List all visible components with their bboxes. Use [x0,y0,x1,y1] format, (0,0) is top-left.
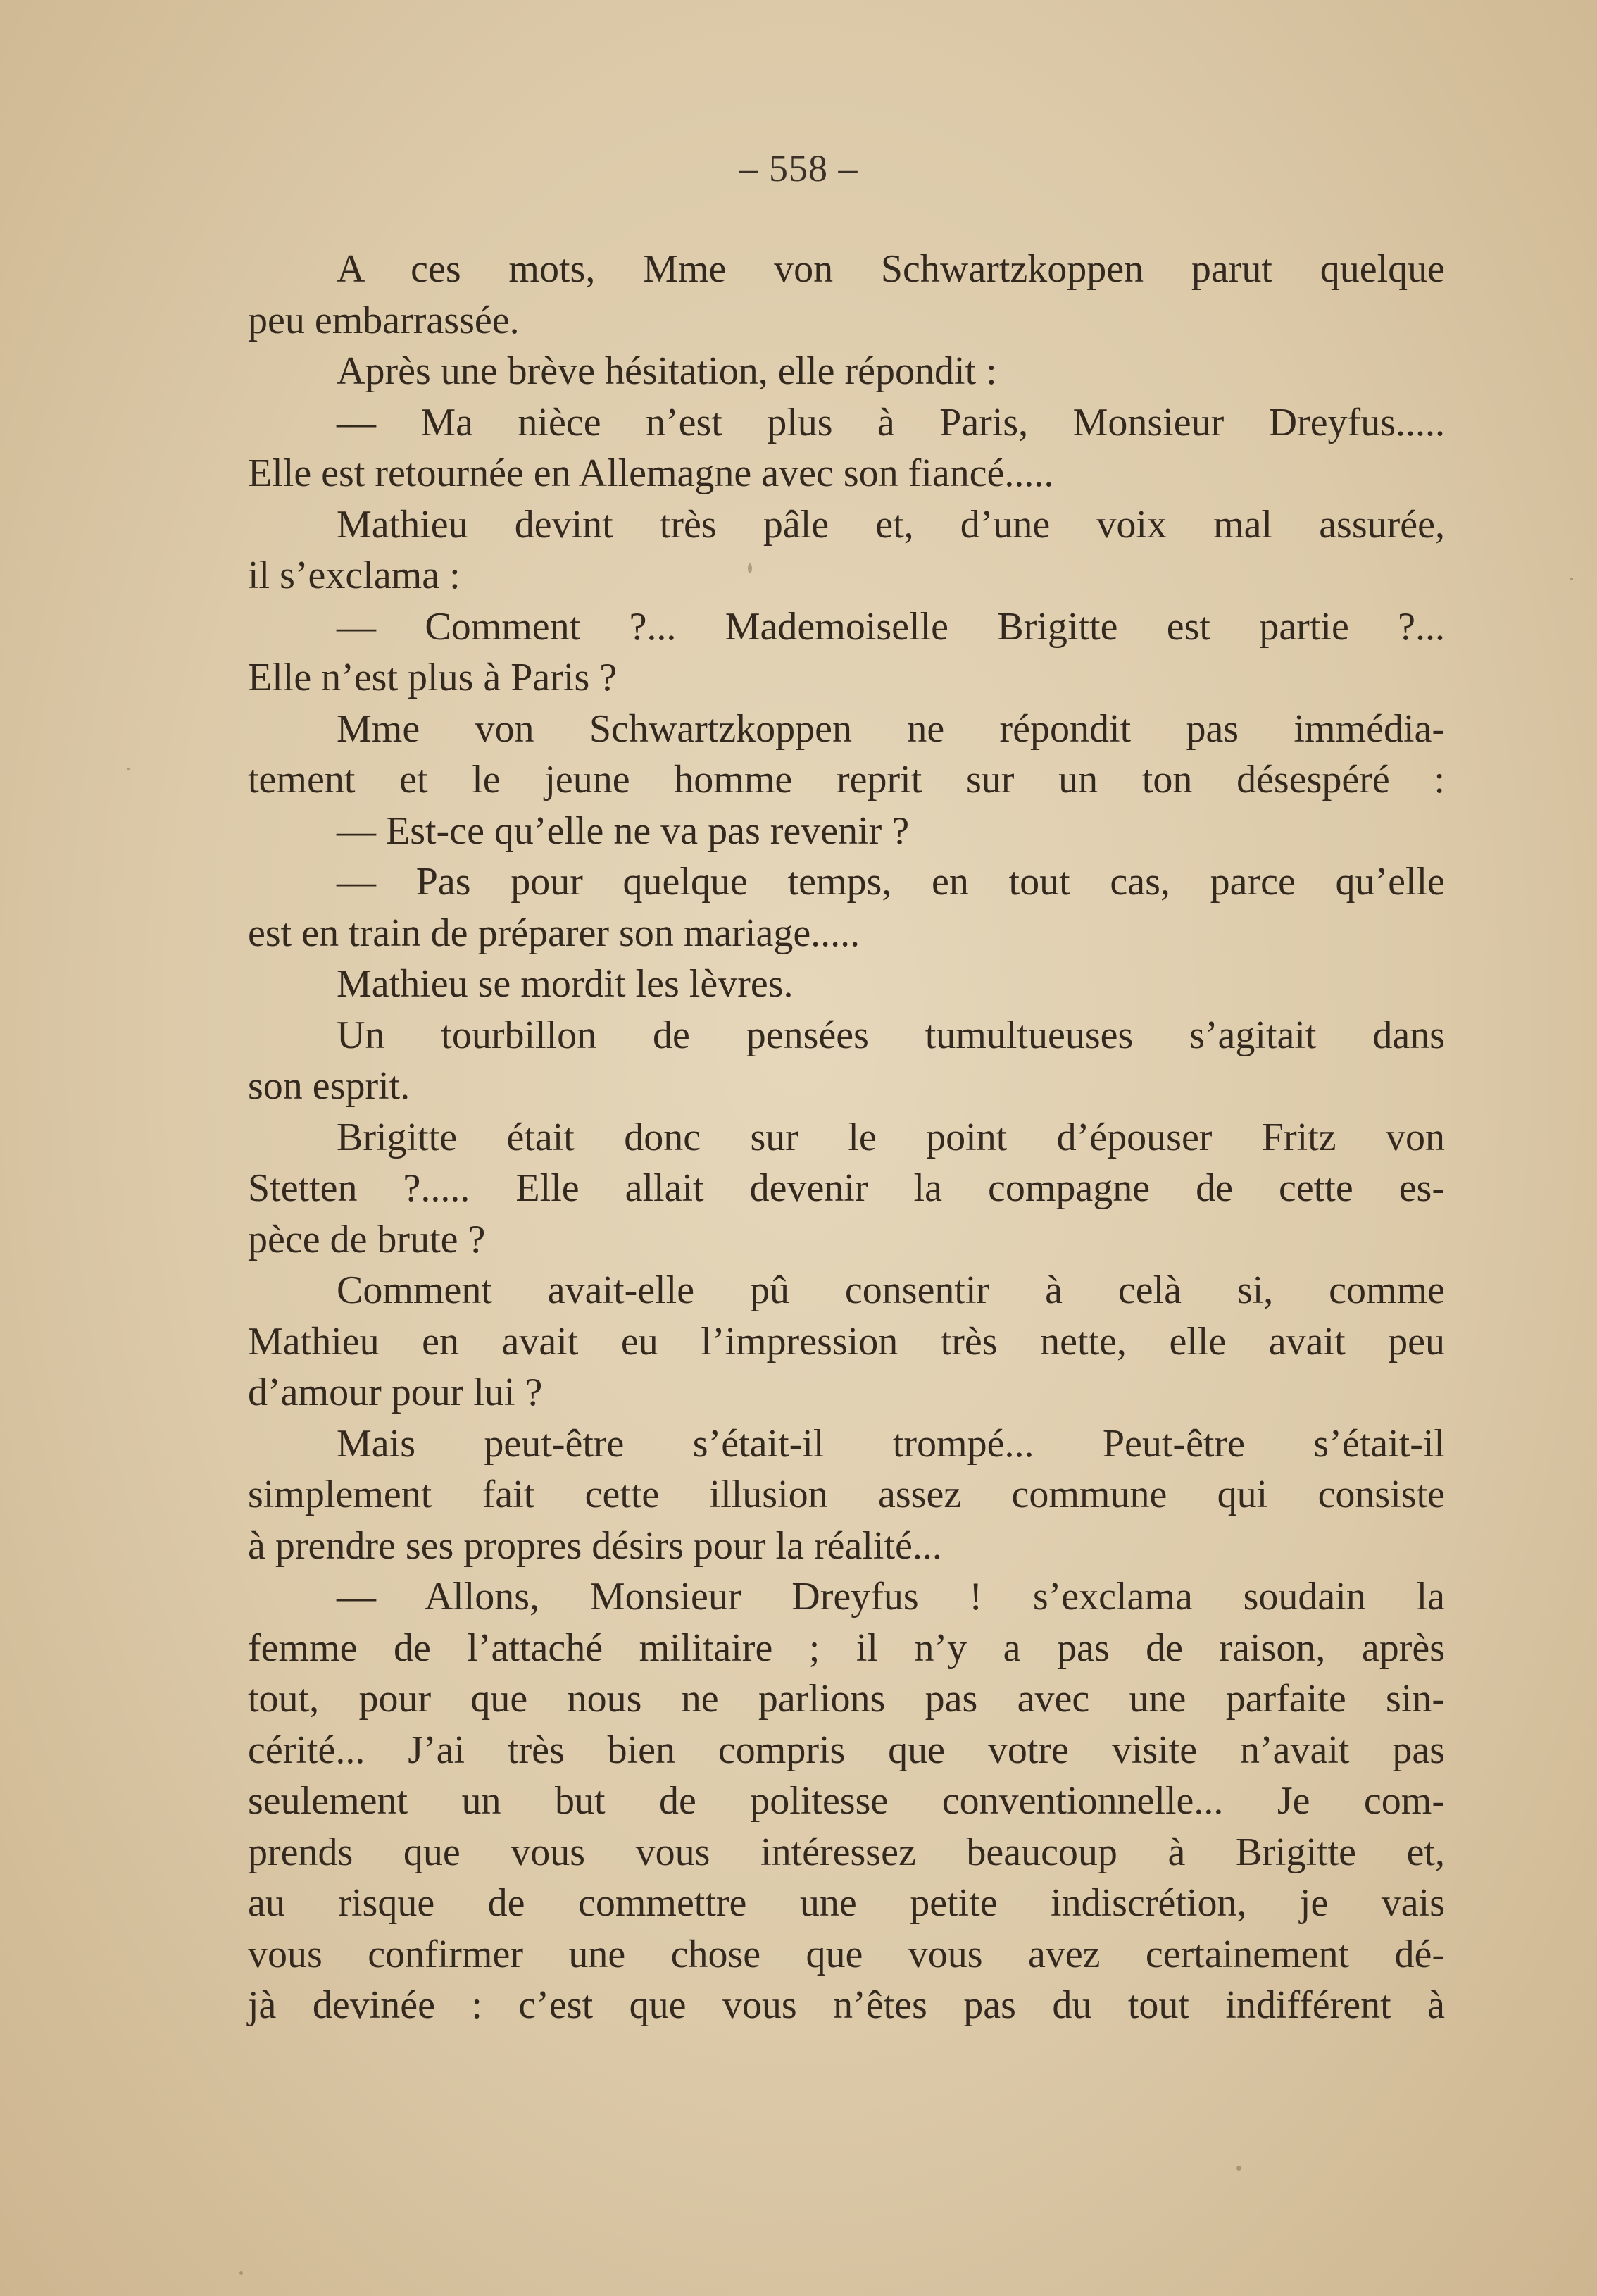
text-line: — Ma nièce n’est plus à Paris, Monsieur Dreyfus..... [337,400,1445,444]
text-line: vous confirmer une chose que vous avez certainement dé- [248,1932,1445,1976]
text-line: Un tourbillon de pensées tumultueuses s’agitait dans [337,1013,1445,1057]
page-number: – 558 – [739,147,858,189]
text-line: il s’exclama : [248,554,461,597]
text-line: A ces mots, Mme von Schwartzkoppen parut quelque [337,247,1445,291]
text-line: simplement fait cette illusion assez commune qui consiste [248,1473,1445,1516]
text-line: au risque de commettre une petite indiscrétion, je vais [248,1881,1445,1925]
text-line: seulement un but de politesse conventionnelle... Je com- [248,1779,1445,1823]
text-line: Mme von Schwartzkoppen ne répondit pas immédia- [337,706,1445,751]
text-line: d’amour pour lui ? [248,1371,543,1414]
text-line: pèce de brute ? [248,1217,486,1261]
text-line: Elle est retournée en Allemagne avec son fiancé..... [248,451,1054,495]
text-line: est en train de préparer son mariage..... [248,911,860,955]
text-line: Mathieu devint très pâle et, d’une voix mal assurée, [337,502,1445,547]
body-text [248,244,1445,2031]
text-line: Elle n’est plus à Paris ? [248,656,618,699]
text-line: Mathieu se mordit les lèvres. [337,962,794,1006]
text-line: Mathieu en avait eu l’impression très nette, elle avait peu [248,1319,1445,1364]
text-line: peu embarrassée. [248,298,520,342]
text-line: Mais peut-être s’était-il trompé... Peut-être s’était-il [337,1421,1445,1466]
text-line: cérité... J’ai très bien compris que votre visite n’avait pas [248,1728,1445,1772]
text-line: — Allons, Monsieur Dreyfus ! s’exclama soudain la [337,1575,1445,1618]
text-line: femme de l’attaché militaire ; il n’y a pas de raison, après [248,1626,1445,1670]
text-line: Stetten ?..... Elle allait devenir la compagne de cette es- [248,1166,1445,1210]
text-line: tout, pour que nous ne parlions pas avec une parfaite sin- [248,1677,1445,1721]
text-line: — Est-ce qu’elle ne va pas revenir ? [337,809,910,853]
text-line: Brigitte était donc sur le point d’épouser Fritz von [337,1115,1445,1159]
text-line: prends que vous vous intéressez beaucoup à Brigitte et, [248,1830,1445,1874]
text-line: son esprit. [248,1064,411,1108]
text-line: à prendre ses propres désirs pour la réalité... [248,1523,942,1568]
text-line: — Pas pour quelque temps, en tout cas, parce qu’elle [337,860,1445,904]
text-line: jà devinée : c’est que vous n’êtes pas du tout indifférent à [248,1983,1445,2027]
text-line: Après une brève hésitation, elle répondit : [337,349,997,393]
text-line: Comment avait-elle pû consentir à celà si, comme [337,1268,1445,1312]
text-line: — Comment ?... Mademoiselle Brigitte est partie ?... [337,604,1445,649]
text-line: tement et le jeune homme reprit sur un ton désespéré : [248,758,1445,801]
